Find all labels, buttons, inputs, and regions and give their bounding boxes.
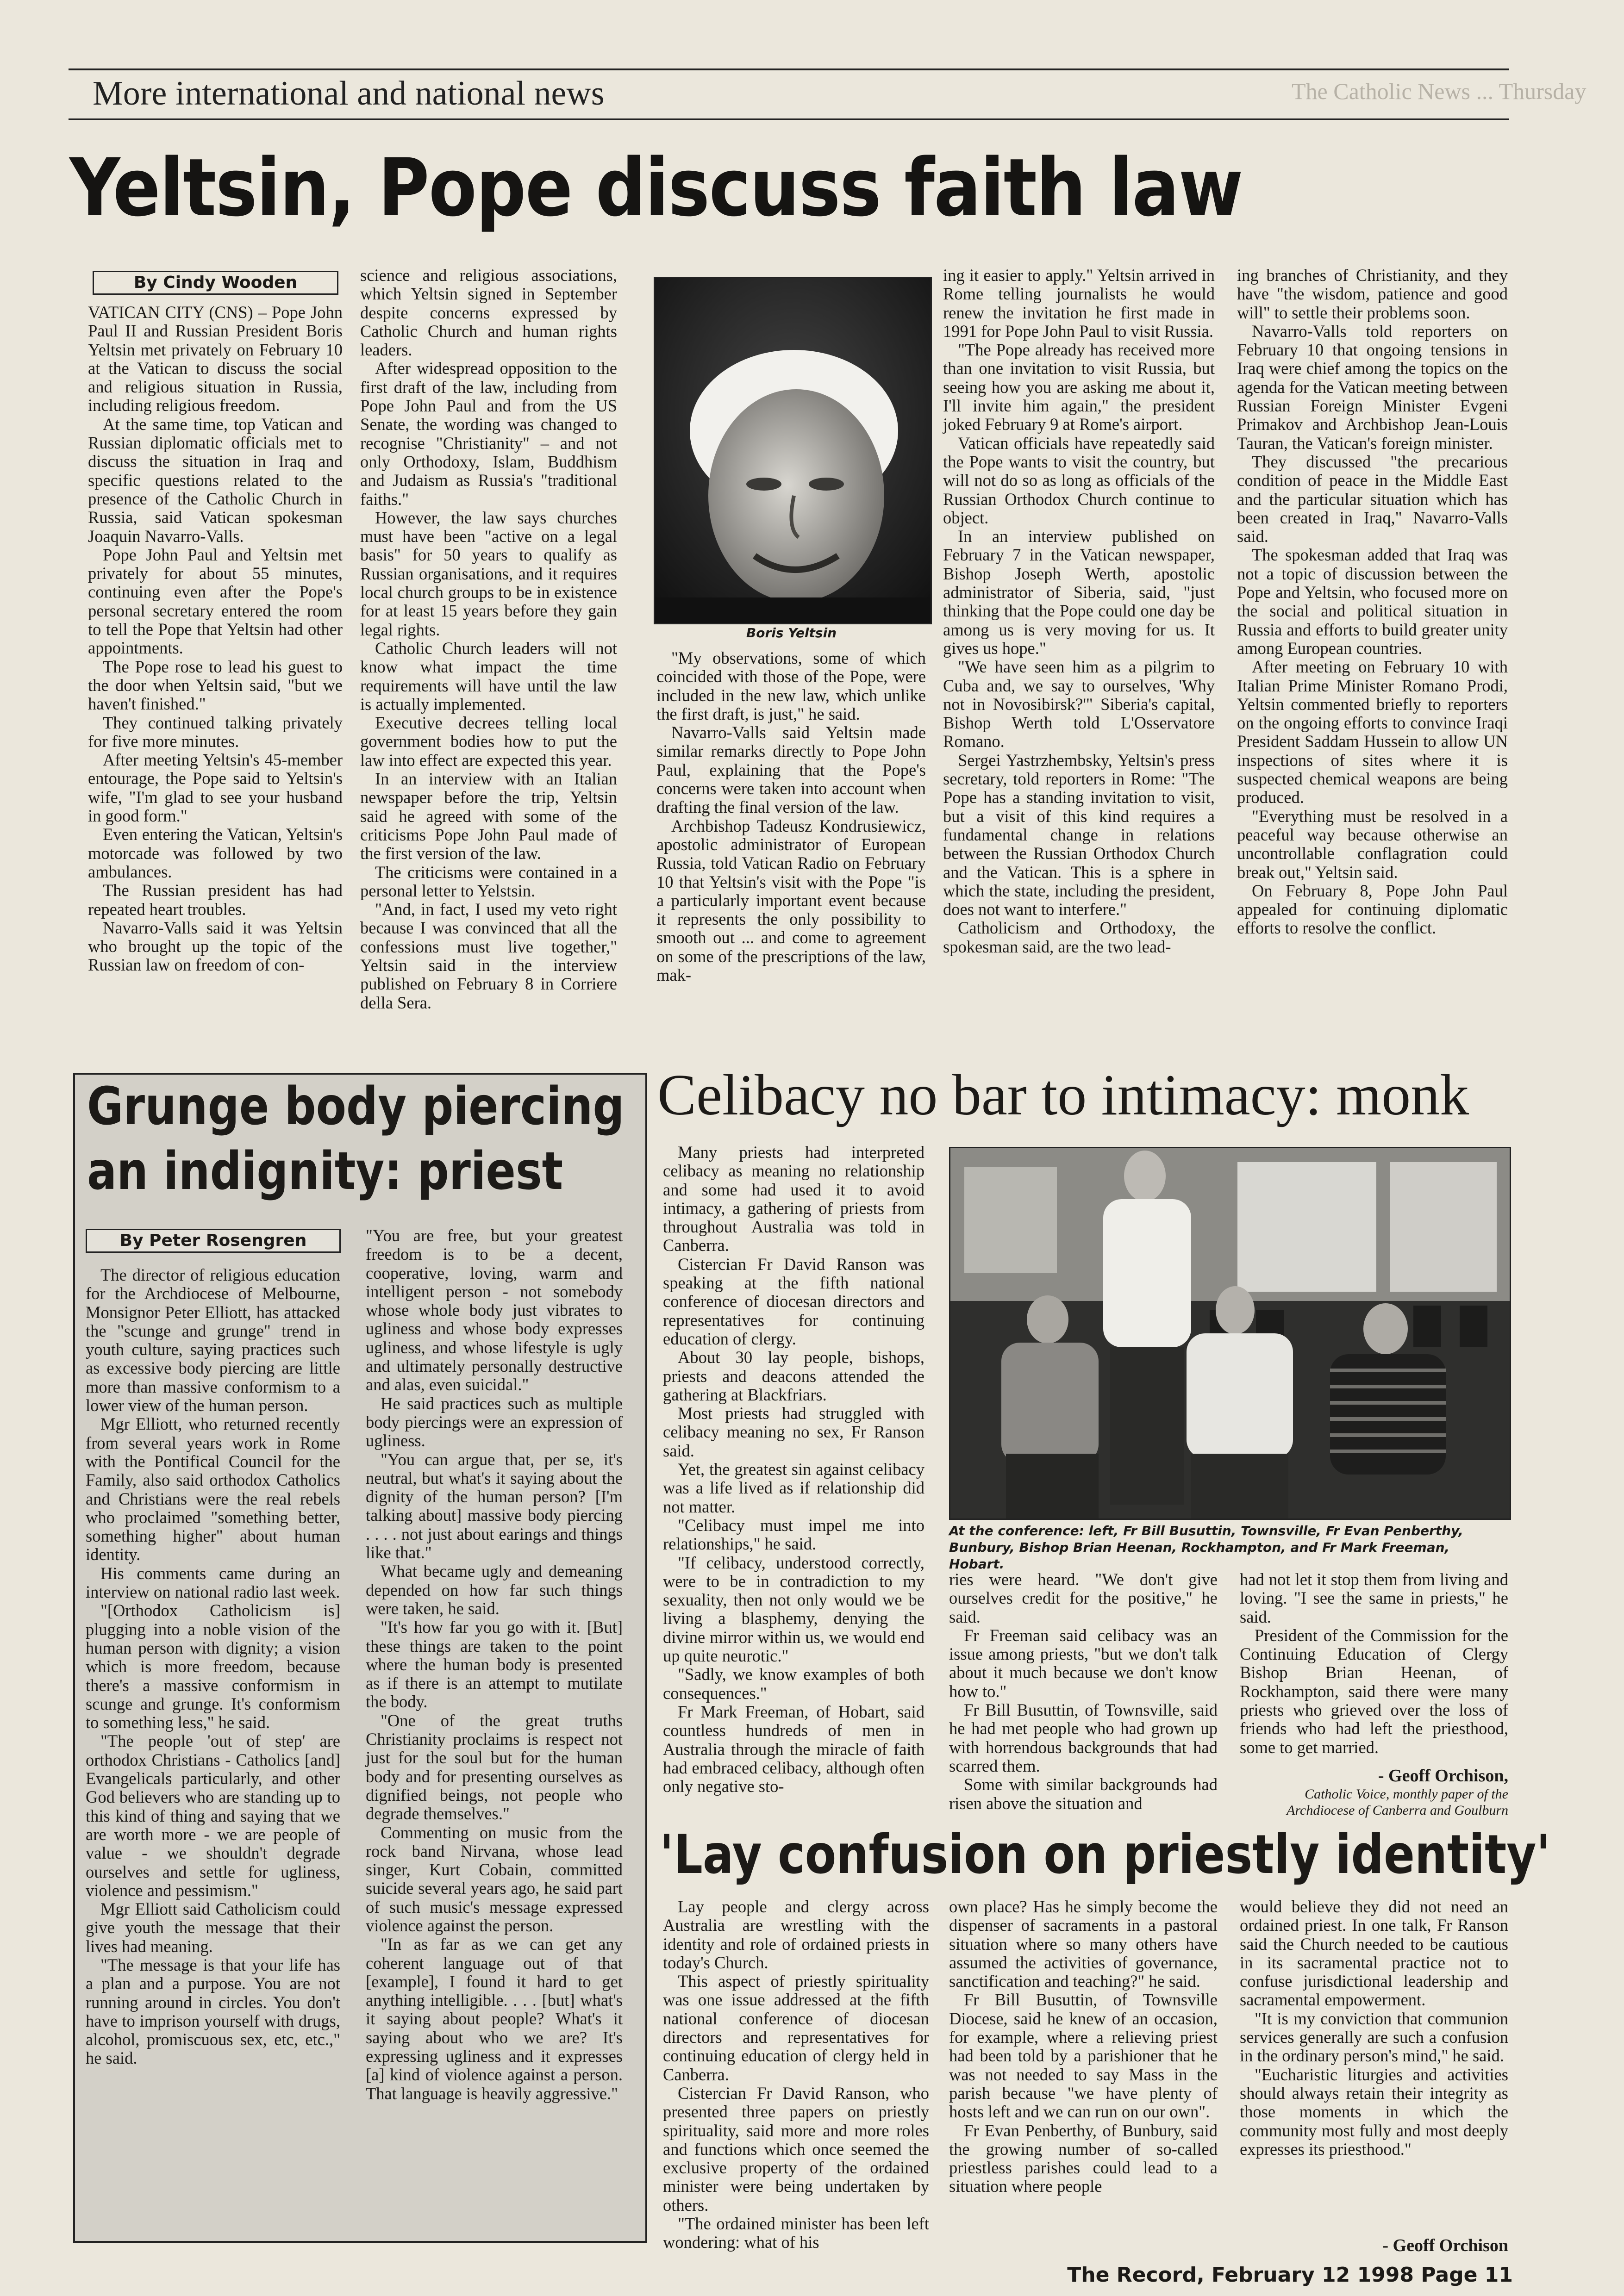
byline-cindy: By Cindy Wooden [93,271,338,295]
lay-col-3 [1240,1898,1508,2159]
paragraph: Yet, the greatest sin against celibacy was a life lived as if relationship did not matter. [663,1460,924,1516]
celibacy-source-line1: Catholic Voice, monthly paper of the [1305,1786,1508,1802]
celibacy-col-2 [949,1570,1218,1813]
paragraph: Navarro-Valls said it was Yeltsin who brought up the topic of the Russian law on freedom of con- [88,918,343,975]
paragraph: "We have seen him as a pilgrim to Cuba and, we say to ourselves, 'Why not in Novosibirsk?'" Siberia's capital, Bishop Werth told L'Osservatore Romano. [943,657,1215,751]
paragraph: science and religious associations, which Yeltsin signed in September despite concerns expressed by Catholic Church and human rights leaders. [360,266,617,360]
paragraph: Commenting on music from the rock band Nirvana, whose lead singer, Kurt Cobain, committed suicide several years ago, he said part of such music's message expressed violence against the person. [366,1823,623,1935]
paragraph: "Sadly, we know examples of both consequences." [663,1665,924,1703]
page-footer: The Record, February 12 1998 Page 11 [1067,2263,1513,2287]
conference-image [950,1148,1510,1518]
paragraph: President of the Commission for the Continuing Education of Clergy Bishop Brian Heenan, of Rockhampton, said there were many priests who grieved over the loss of friends who had left the priesthood, some to get married. [1240,1625,1508,1757]
paragraph: Cistercian Fr David Ranson, who presented three papers on priestly spirituality, said more and more roles and functions which once seemed the exclusive property of the ordained minister were being undertaken by others. [663,2083,929,2215]
section-label: More international and national news [93,75,605,112]
paragraph: Many priests had interpreted celibacy as meaning no relationship and some had used it to avoid intimacy, a gathering of priests from throughout Australia was told in Canberra. [663,1143,924,1255]
top-rule [69,68,1509,70]
paragraph: Navarro-Valls told reporters on February 10 that ongoing tensions in Iraq were chief among the topics on the agenda for the Vatican meeting between Russian Foreign Minister Evgeni Primakov and Archbishop Jean-Louis Tauran, the Vatican's foreign minister. [1237,321,1508,453]
paragraph: "The message is that your life has a plan and a purpose. You are not running around in circles. You don't have to imprison yourself with drugs, alcohol, promiscuous sex, etc, etc.," he said. [86,1955,340,2068]
masthead-bleed: The Catholic News ... Thursday [1292,78,1587,104]
paragraph: "The ordained minister has been left wondering: what of his [663,2214,929,2252]
paragraph: ries were heard. "We don't give ourselves credit for the positive," he said. [949,1570,1218,1626]
paragraph: would believe they did not need an ordained priest. In one talk, Fr Ranson said the Church needed to be cautious in its sacramental practice not to confuse jurisdictional leadership and sacramental empowerment. [1240,1897,1508,2010]
celibacy-source-line2: Archdiocese of Canberra and Goulburn [1287,1803,1508,1818]
yeltsin-caption: Boris Yeltsin [746,625,837,641]
paragraph: "You are free, but your greatest freedom is to be a decent, cooperative, loving, warm and intelligent person - not somebody whose whole body just vibrates to ugliness and whose body expresses ugliness, and whose lifestyle is ugly and ultimately personally destructive and alas, even suicidal." [366,1226,623,1394]
paragraph: After meeting on February 10 with Italian Prime Minister Romano Prodi, Yeltsin commented briefly to reporters on the ongoing efforts to convince Iraqi President Saddam Hussein to allow UN inspections of sites where it is suspected chemical weapons are being produced. [1237,657,1508,807]
paragraph: The spokesman added that Iraq was not a topic of discussion between the Pope and Yeltsin, who focused more on the social and political situation in Russia and efforts to build greater unity among European countries. [1237,545,1508,658]
paragraph: Lay people and clergy across Australia are wrestling with the identity and role of ordained priests in today's Church. [663,1897,929,1972]
paragraph: "The Pope already has received more than one invitation to visit Russia, but seeing how you are asking me about it, I'll invite him again," the president joked February 9 at Rome's airport. [943,340,1215,434]
paragraph: Mgr Elliott said Catholicism could give youth the message that their lives had meaning. [86,1899,340,1956]
celibacy-headline: Celibacy no bar to intimacy: monk [657,1063,1469,1127]
paragraph: On February 8, Pope John Paul appealed for continuing diplomatic efforts to resolve the conflict. [1237,881,1508,938]
lay-col-1 [663,1898,929,2252]
paragraph: Vatican officials have repeatedly said the Pope wants to visit the country, but will not do so as long as officials of the Russian Orthodox Church continue to object. [943,433,1215,527]
paragraph: Fr Bill Busuttin, of Townsville, said he had met people who had grown up with horrendous backgrounds that had scarred them. [949,1700,1218,1775]
paragraph: The Pope rose to lead his guest to the door when Yeltsin said, "but we haven't finished." [88,657,343,714]
paragraph: "And, in fact, I used my veto right because I was convinced that all the confessions must live together," Yeltsin said in the interview published on February 8 in Corriere della Sera. [360,900,617,1012]
paragraph: Catholicism and Orthodoxy, the spokesman said, are the two lead- [943,918,1215,956]
paragraph: Fr Evan Penberthy, of Bunbury, said the growing number of so-called priestless parishes could lead to a situation where people [949,2121,1218,2196]
lay-signoff: - Geoff Orchison [1382,2236,1508,2255]
celibacy-col-1 [663,1143,924,1796]
portrait-image [655,278,931,623]
paragraph: Fr Freeman said celibacy was an issue among priests, "but we don't talk about it much because we don't know how to." [949,1625,1218,1701]
paragraph: He said practices such as multiple body piercings were an expression of ugliness. [366,1394,623,1450]
paragraph: At the same time, top Vatican and Russian diplomatic officials met to discuss the situation in Iraq and specific questions related to the presence of the Catholic Church in Russia, said Vatican spokesman Joaquin Navarro-Valls. [88,414,343,546]
main-headline: Yeltsin, Pope discuss faith law [69,141,1243,234]
paragraph: What became ugly and demeaning depended on how far such things were taken, he said. [366,1562,623,1618]
grunge-col-2 [366,1226,623,2103]
paragraph: Pope John Paul and Yeltsin met privately for about 55 minutes, continuing even after the Pope's personal secretary entered the room to tell the Pope that Yeltsin had other appointments. [88,545,343,658]
paragraph: ing branches of Christianity, and they have "the wisdom, patience and good will" to settle their problems soon. [1237,266,1508,322]
paragraph: "In as far as we can get any coherent language out of that [example], I found it hard to get anything intelligible. . . . [but] what's it saying about people? What's it saying about who we are? It's expressing ugliness and it expresses [a] kind of violence against a person. That language is heavily aggressive." [366,1935,623,2103]
paragraph: Archbishop Tadeusz Kondrusiewicz, apostolic administrator of European Russia, told Vatican Radio on February 10 that Yeltsin's visit with the Pope "is a particularly important event because it represents the only possibility to smooth out ... and come to agreement on some of the prescriptions of the law, mak- [656,816,926,985]
paragraph: Most priests had struggled with celibacy meaning no sex, Fr Ranson said. [663,1404,924,1460]
main-col-2 [360,266,617,1012]
paragraph: After meeting Yeltsin's 45-member entourage, the Pope said to Yeltsin's wife, "I'm glad to see your husband in good form." [88,750,343,826]
paragraph: Sergei Yastrzhembsky, Yeltsin's press secretary, told reporters in Rome: "The Pope has a standing invitation to visit, but a visit of this kind requires a fundamental change in relations between the Russian Orthodox Church and the Vatican. This is a sphere in which the state, including the president, does not want to interfere." [943,750,1215,919]
paragraph: "Eucharistic liturgies and activities should always retain their integrity as those moments in which the community most fully and most deeply expresses its priesthood." [1240,2065,1508,2159]
paragraph: After widespread opposition to the first draft of the law, including from Pope John Paul and from the US Senate, the wording was changed to recognise "Christianity" – and not only Orthodoxy, Islam, Buddhism and Judaism as Russia's "traditional faiths." [360,359,617,509]
paragraph: They continued talking privately for five more minutes. [88,713,343,751]
paragraph: "My observations, some of which coincided with those of the Pope, were included in the new law, which unlike the first draft, is just," he said. [656,648,926,723]
grunge-col-1 [86,1266,340,2068]
paragraph: Cistercian Fr David Ranson was speaking at the fifth national conference of diocesan directors and representatives for continuing education of clergy. [663,1254,924,1348]
main-col-4 [943,266,1215,956]
paragraph: Fr Mark Freeman, of Hobart, said countless hundreds of men in Australia through the miracle of faith had embraced celibacy, although often only negative sto- [663,1702,924,1796]
celibacy-col-3 [1240,1570,1508,1757]
celibacy-signoff: - Geoff Orchison, [1378,1766,1508,1786]
conference-caption: At the conference: left, Fr Bill Busuttin, Townsville, Fr Evan Penberthy, Bunbury, Bishop Brian Heenan, Rockhampton, and Fr Mark Freeman, Hobart. [949,1523,1463,1572]
paragraph: VATICAN CITY (CNS) – Pope John Paul II and Russian President Boris Yeltsin met privately on February 10 at the Vatican to discuss the social and religious situation in Russia, including religious freedom. [88,303,343,415]
paragraph: ing it easier to apply." Yeltsin arrived in Rome telling journalists he would renew the invitation he first made in 1991 for Pope John Paul to visit Russia. [943,266,1215,341]
paragraph: Executive decrees telling local government bodies how to put the law into effect are expected this year. [360,713,617,770]
paragraph: "It is my conviction that communion services generally are such a confusion in the ordinary person's mind," he said. [1240,2009,1508,2066]
paragraph: "The people 'out of step' are orthodox Christians - Catholics [and] Evangelicals particularly, and other God believers who are standing up to this kind of thing and saying that we are worth more - we are people of value - we shouldn't degrade ourselves and settle for ugliness, violence and pessimism." [86,1731,340,1900]
paragraph: Navarro-Valls said Yeltsin made similar remarks directly to Pope John Paul, explaining that the Pope's concerns were taken into account when drafting the final version of the law. [656,723,926,817]
main-col-3 [656,649,926,984]
byline-peter: By Peter Rosengren [86,1229,341,1253]
paragraph: This aspect of priestly spirituality was one issue addressed at the fifth national conference of diocesan directors and representatives for continuing education of clergy held in Canberra. [663,1972,929,2084]
paragraph: The criticisms were contained in a personal letter to Yelstsin. [360,862,617,900]
paragraph: Catholic Church leaders will not know what impact the time requirements will have until the law is actually implemented. [360,638,617,714]
paragraph: Even entering the Vatican, Yeltsin's motorcade was followed by two ambulances. [88,825,343,881]
paragraph: Fr Bill Busuttin, of Townsville Diocese, said he knew of an occasion, for example, where a relieving priest had been told by a parishioner that he was not needed to say Mass in the parish because "we have plenty of hosts left and we can run on our own". [949,1990,1218,2122]
paragraph: "[Orthodox Catholicism is] plugging into a noble vision of the human person with dignity; a vision which is more freedom, because there's a massive conformism in scunge and grunge. It's conformism to something less," he said. [86,1601,340,1732]
paragraph: In an interview published on February 7 in the Vatican newspaper, Bishop Joseph Werth, apostolic administrator of Siberia, said, "just thinking that the Pope could one day be among us is very moving for us. It gives us hope." [943,527,1215,658]
paragraph: In an interview with an Italian newspaper before the trip, Yeltsin said he agreed with some of the criticisms Pope John Paul made of the first version of the law. [360,769,617,863]
paragraph: "You can argue that, per se, it's neutral, but what's it saying about the dignity of the human person? [I'm talking about] massive body piercing . . . . not just about earings and things like that." [366,1450,623,1562]
grunge-headline-line1: Grunge body piercing [87,1076,625,1137]
yeltsin-photo [654,277,932,624]
paragraph: His comments came during an interview on national radio last week. [86,1563,340,1602]
paragraph: "Celibacy must impel me into relationships," he said. [663,1515,924,1554]
grunge-headline-line2: an indignity: priest [87,1141,563,1201]
paragraph: About 30 lay people, bishops, priests and deacons attended the gathering at Blackfriars. [663,1348,924,1404]
paragraph: They discussed "the precarious condition of peace in the Middle East and the particular situation which has been created in Iraq," Navarro-Valls said. [1237,452,1508,546]
paragraph: "Everything must be resolved in a peaceful way because otherwise an uncontrollable conflagration could break out," Yeltsin said. [1237,806,1508,882]
lay-headline: 'Lay confusion on priestly identity' [660,1823,1550,1886]
main-col-5 [1237,266,1508,938]
paragraph: However, the law says churches must have been "active on a legal basis" for 50 years to qualify as Russian organisations, and it requires local church groups to be in existence for at least 15 years before they gain legal rights. [360,508,617,639]
paragraph: "It's how far you go with it. [But] these things are taken to the point where the human body is presented as if there is an attempt to mutilate the body. [366,1618,623,1711]
paragraph: own place? Has he simply become the dispenser of sacraments in a pastoral situation where so many others have assumed the activities of governance, sanctification and teaching?" he said. [949,1897,1218,1991]
section-rule [69,118,1509,120]
paragraph: Mgr Elliott, who returned recently from several years work in Rome with the Pontifical Council for the Family, also said orthodox Catholics and Christians were the real rebels who proclaimed "something better, something higher" about human identity. [86,1414,340,1564]
paragraph: The Russian president has had repeated heart troubles. [88,881,343,919]
paragraph: "One of the great truths Christianity proclaims is respect not just for the soul but for the human body and for presenting ourselves as dignified beings, not people who degrade themselves." [366,1711,623,1823]
paragraph: "If celibacy, understood correctly, were to be in contradiction to my sexuality, then not only would we be living a blasphemy, denying the divine mirror within us, we would end up quite neurotic." [663,1553,924,1666]
conference-photo [949,1147,1511,1520]
lay-col-2 [949,1898,1218,2196]
paragraph: Some with similar backgrounds had risen above the situation and [949,1775,1218,1813]
main-col-1 [88,303,343,975]
paragraph: had not let it stop them from living and loving. "I see the same in priests," he said. [1240,1570,1508,1626]
paragraph: The director of religious education for the Archdiocese of Melbourne, Monsignor Peter Elliott, has attacked the "scunge and grunge" trend in youth culture, saying practices such as excessive body piercing are little more than massive conformism to a lower view of the human person. [86,1265,340,1415]
